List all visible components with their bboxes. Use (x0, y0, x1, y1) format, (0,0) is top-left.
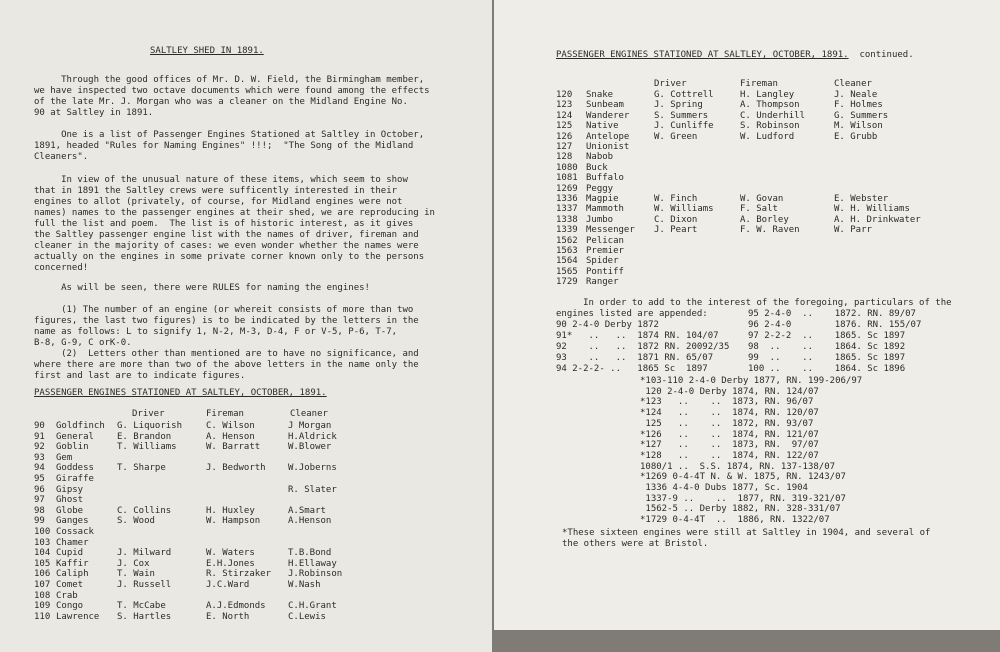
driver-name: G. Liquorish (117, 421, 183, 431)
paragraph-line: cleaner in the majority of cases: we even wonder whether the names were (34, 241, 419, 251)
fireman-name: W. Hampson (206, 516, 261, 527)
cleaner-name: H.Ellaway (288, 558, 337, 569)
driver-name: C. Dixon (654, 214, 698, 225)
fireman-header: Fireman (206, 409, 244, 419)
right-title-line (556, 50, 914, 61)
right-title-suffix: continued. (859, 50, 914, 60)
paragraph-line: of the late Mr. J. Morgan who was a cleaner on the Midland Engine No. (34, 97, 408, 107)
footnote-line: the others were at Bristol. (562, 539, 709, 549)
engine-number: 123 (556, 100, 573, 111)
driver-name: J. Peart (654, 225, 698, 236)
cleaner-name: T.B.Bond (288, 548, 332, 559)
engine-number: 99 (34, 516, 45, 527)
engine-number: 1081 (556, 173, 578, 184)
paragraph-line: full the list and poem. The list is of historic interest, as it gives (34, 219, 414, 229)
engine-name: Ranger (586, 277, 619, 288)
engine-number: 1269 (556, 183, 578, 194)
driver-name: W. Williams (654, 204, 714, 215)
engine-number: 124 (556, 110, 573, 121)
engine-name: Gem (56, 452, 73, 463)
engine-number: 95 (34, 474, 45, 484)
engine-name: Comet (56, 580, 84, 590)
fireman-name: H. Langley (740, 90, 795, 100)
driver-name: J. Cox (117, 558, 150, 569)
left-list-title: PASSENGER ENGINES STATIONED AT SALTLEY, OCTOBER, 1891. (34, 388, 327, 398)
driver-name: S. Wood (117, 516, 155, 527)
fireman-name: E. North (206, 611, 250, 622)
particulars-entry: 1337-9 .. .. 1877, RN. 319-321/07 (640, 493, 846, 504)
engine-number: 94 (34, 463, 45, 474)
cleaner-name: W.Joberns (288, 463, 337, 474)
engine-name: Goddess (56, 463, 94, 474)
footnote-line: *These sixteen engines were still at Saltley in 1904, and several of (562, 528, 931, 538)
cleaner-name: M. Wilson (834, 121, 883, 132)
driver-name: S. Hartles (117, 611, 172, 622)
fireman-name: W. Barratt (206, 442, 261, 453)
engine-number: 1562 (556, 235, 578, 246)
engine-name: Magpie (586, 194, 619, 204)
engine-number: 104 (34, 548, 51, 559)
particulars-entry: 1080/1 .. S.S. 1874, RN. 137-138/07 (640, 461, 836, 472)
engine-name: Premier (586, 246, 624, 256)
cleaner-name: W.Blower (288, 442, 332, 453)
paragraph-line: that in 1891 the Saltley crews were sufficently interested in their (34, 186, 398, 196)
driver-name: J. Russell (117, 580, 172, 590)
particulars-entry: 100 .. .. 1864. Sc 1896 (748, 364, 906, 374)
engine-number: 120 (556, 90, 573, 100)
engine-name: Congo (56, 601, 84, 612)
cleaner-name: J. Neale (834, 90, 878, 100)
driver-name: W. Finch (654, 194, 698, 204)
paragraph-line: Through the good offices of Mr. D. W. Field, the Birmingham member, (34, 75, 425, 85)
particulars-intro-line: In order to add to the interest of the foregoing, particulars of the (556, 298, 952, 308)
engine-number: 98 (34, 505, 45, 516)
fireman-name: J.C.Ward (206, 580, 250, 590)
paragraph-line: names) names to the passenger engines at their shed, we are reproducing in (34, 208, 435, 218)
engine-name: Sunbeam (586, 100, 624, 111)
cleaner-name: A.Henson (288, 516, 332, 527)
engine-name: Pontiff (586, 266, 624, 277)
particulars-entry: 1562-5 .. Derby 1882, RN. 328-331/07 (640, 504, 841, 515)
engine-name: Mammoth (586, 204, 624, 215)
paragraph-line: concerned! (34, 263, 89, 273)
particulars-entry: *126 .. .. 1874, RN. 121/07 (640, 429, 819, 440)
engine-name: Lawrence (56, 611, 100, 622)
engine-number: 105 (34, 558, 51, 569)
fireman-name: F. Salt (740, 204, 778, 215)
engine-name: Buck (586, 162, 608, 173)
particulars-entry: *103-110 2-4-0 Derby 1877, RN. 199-206/97 (640, 376, 863, 386)
particulars-entry: 94 2-2-2- .. 1865 Sc 1897 (556, 364, 708, 374)
cleaner-name: E. Grubb (834, 131, 878, 142)
paragraph-line: 90 at Saltley in 1891. (34, 108, 154, 118)
paragraph-line: the Saltley passenger engine list with the names of driver, fireman and (34, 230, 419, 240)
particulars-entry: *127 .. .. 1873, RN. 97/07 (640, 440, 819, 451)
cleaner-name: J Morgan (288, 421, 332, 431)
paragraph-line: One is a list of Passenger Engines Stationed at Saltley in October, (34, 130, 425, 140)
engine-number: 126 (556, 131, 573, 142)
engine-name: Spider (586, 256, 619, 267)
paragraph-line: name as follows: L to signify 1, N-2, M-3, D-4, F or V-5, P-6, T-7, (34, 327, 398, 337)
paragraph-line: B-8, G-9, C orK-0. (34, 338, 132, 348)
cleaner-name: A. H. Drinkwater (834, 214, 921, 225)
driver-name: W. Green (654, 131, 698, 142)
fireman-name: W. Govan (740, 194, 784, 204)
paragraph-line: we have inspected two octave documents which were found among the effects (34, 86, 430, 96)
particulars-intro-line: engines listed are appended: (556, 309, 708, 319)
particulars-entry: 93 .. .. 1871 RN. 65/07 (556, 353, 714, 363)
particulars-entry: *123 .. .. 1873, RN. 96/07 (640, 397, 814, 408)
engine-number: 1729 (556, 277, 578, 288)
fireman-name: W. Ludford (740, 131, 795, 142)
cleaner-name: H.Aldrick (288, 431, 337, 442)
engine-name: Giraffe (56, 474, 94, 484)
engine-number: 1338 (556, 214, 578, 225)
driver-name: T. McCabe (117, 601, 166, 612)
fireman-name: W. Waters (206, 548, 255, 559)
engine-name: Ganges (56, 516, 89, 527)
engine-number: 92 (34, 442, 45, 453)
fireman-name: A. Thompson (740, 100, 800, 111)
driver-name: C. Collins (117, 505, 172, 516)
fireman-name: A. Henson (206, 431, 255, 442)
particulars-entry: 95 2-4-0 .. 1872. RN. 89/07 (748, 309, 916, 319)
particulars-entry: *128 .. .. 1874, RN. 122/07 (640, 450, 819, 461)
fireman-name: A. Borley (740, 214, 789, 225)
engine-name: Jumbo (586, 214, 614, 225)
fireman-name: C. Wilson (206, 421, 255, 431)
engine-name: Chamer (56, 537, 89, 548)
particulars-entry: 97 2-2-2 .. 1865. Sc 1897 (748, 331, 906, 341)
engine-number: 96 (34, 484, 45, 495)
fireman-name: R. Stirzaker (206, 569, 272, 580)
engine-number: 107 (34, 580, 51, 590)
engine-name: Unionist (586, 142, 630, 152)
engine-name: Gipsy (56, 484, 84, 495)
driver-header-right: Driver (654, 79, 687, 89)
cleaner-name: W.Nash (288, 580, 321, 590)
engine-name: Native (586, 121, 619, 132)
engine-number: 110 (34, 611, 51, 622)
paragraph-line: (2) Letters other than mentioned are to have no significance, and (34, 349, 419, 359)
engine-number: 127 (556, 142, 573, 152)
engine-name: Wanderer (586, 110, 630, 121)
driver-name: J. Cunliffe (654, 121, 714, 132)
paragraph-line: Cleaners". (34, 152, 89, 162)
engine-name: Caliph (56, 569, 89, 580)
paragraph-line: (1) The number of an engine (or whereit consists of more than two (34, 305, 414, 315)
fireman-name: E.H.Jones (206, 558, 255, 569)
right-page (494, 0, 1000, 630)
paragraph-line: first and last are to indicate figures. (34, 371, 246, 381)
driver-header: Driver (132, 409, 165, 419)
engine-number: 128 (556, 152, 573, 163)
engine-name: Crab (56, 590, 78, 601)
paragraph-line: engines to allot (privately, of course, for Midland engines were not (34, 197, 403, 207)
driver-name: T. Wain (117, 569, 155, 580)
engine-name: General (56, 431, 94, 442)
particulars-entry: 99 .. .. 1865. Sc 1897 (748, 353, 906, 363)
cleaner-name: C.Lewis (288, 611, 326, 622)
driver-name: T. Sharpe (117, 463, 166, 474)
cleaner-name: G. Summers (834, 110, 889, 121)
engine-number: 1563 (556, 246, 578, 256)
cleaner-name: A.Smart (288, 505, 326, 516)
particulars-entry: 1336 4-4-0 Dubs 1877, Sc. 1904 (640, 483, 808, 493)
fireman-name: H. Huxley (206, 505, 255, 516)
particulars-entry: 125 .. .. 1872, RN. 93/07 (640, 418, 814, 429)
engine-number: 1564 (556, 256, 578, 267)
engine-name: Pelican (586, 235, 624, 246)
engine-number: 1565 (556, 266, 578, 277)
particulars-entry: 92 .. .. 1872 RN. 20092/35 (556, 342, 730, 352)
paragraph-line: In view of the unusual nature of these items, which seem to show (34, 175, 408, 185)
engine-name: Kaffir (56, 558, 89, 569)
engine-number: 108 (34, 590, 51, 601)
fireman-header-right: Fireman (740, 79, 778, 89)
paragraph-line: figures, the last two figures) is to be indicated by the letters in the (34, 316, 419, 326)
particulars-entry: *124 .. .. 1874, RN. 120/07 (640, 408, 819, 419)
engine-name: Nabob (586, 152, 614, 163)
engine-name: Peggy (586, 183, 614, 194)
paragraph-line: where there are more than two of the above letters in the name only the (34, 360, 419, 370)
right-title: PASSENGER ENGINES STATIONED AT SALTLEY, OCTOBER, 1891. (556, 50, 849, 60)
engine-name: Cupid (56, 548, 84, 559)
driver-name: J. Spring (654, 100, 703, 111)
engine-number: 1336 (556, 194, 578, 204)
engine-number: 109 (34, 601, 51, 612)
driver-name: S. Summers (654, 110, 709, 121)
particulars-entry: 98 .. .. 1864. Sc 1892 (748, 342, 906, 352)
engine-name: Messenger (586, 225, 635, 236)
engine-name: Ghost (56, 495, 84, 506)
fireman-name: J. Bedworth (206, 463, 266, 474)
engine-name: Goblin (56, 442, 89, 453)
fireman-name: C. Underhill (740, 110, 806, 121)
engine-name: Cossack (56, 527, 94, 537)
left-title: SALTLEY SHED IN 1891. (150, 46, 264, 56)
engine-number: 97 (34, 495, 45, 506)
fireman-name: F. W. Raven (740, 225, 800, 236)
fireman-name: A.J.Edmonds (206, 601, 266, 612)
engine-name: Globe (56, 505, 84, 516)
cleaner-name: W. H. Williams (834, 204, 910, 215)
engine-number: 125 (556, 121, 573, 132)
particulars-entry: 91* .. .. 1874 RN. 104/07 (556, 331, 719, 341)
cleaner-name: E. Webster (834, 194, 889, 204)
particulars-entry: 120 2-4-0 Derby 1874, RN. 124/07 (640, 386, 819, 397)
engine-name: Snake (586, 90, 614, 100)
engine-number: 90 (34, 421, 45, 431)
paragraph-line: actually on the engines in some private corner known only to the persons (34, 252, 425, 262)
fireman-name: S. Robinson (740, 121, 800, 132)
engine-number: 91 (34, 431, 45, 442)
engine-number: 1339 (556, 225, 578, 236)
engine-name: Buffalo (586, 173, 624, 184)
paragraph-line: As will be seen, there were RULES for naming the engines! (34, 283, 370, 293)
particulars-entry: 96 2-4-0 1876. RN. 155/07 (748, 320, 922, 330)
cleaner-name: F. Holmes (834, 100, 883, 111)
engine-number: 103 (34, 537, 51, 548)
cleaner-header-right: Cleaner (834, 79, 872, 89)
driver-name: E. Brandon (117, 431, 172, 442)
cleaner-name: R. Slater (288, 484, 337, 495)
cleaner-name: C.H.Grant (288, 601, 337, 612)
driver-name: J. Milward (117, 548, 172, 559)
particulars-entry: *1729 0-4-4T .. 1886, RN. 1322/07 (640, 515, 830, 526)
driver-name: T. Williams (117, 442, 177, 453)
paragraph-line: 1891, headed "Rules for Naming Engines" !!!; "The Song of the Midland (34, 141, 414, 151)
engine-number: 1337 (556, 204, 578, 215)
engine-number: 1080 (556, 162, 578, 173)
engine-number: 106 (34, 569, 51, 580)
engine-number: 100 (34, 527, 51, 537)
engine-name: Goldfinch (56, 421, 105, 431)
cleaner-name: J.Robinson (288, 569, 343, 580)
particulars-entry: *1269 0-4-4T N. & W. 1875, RN. 1243/07 (640, 472, 846, 483)
driver-name: G. Cottrell (654, 90, 714, 100)
cleaner-header: Cleaner (290, 409, 328, 419)
engine-name: Antelope (586, 131, 630, 142)
particulars-entry: 90 2-4-0 Derby 1872 (556, 320, 659, 330)
engine-number: 93 (34, 452, 45, 463)
cleaner-name: W. Parr (834, 225, 872, 236)
left-page (0, 0, 492, 652)
